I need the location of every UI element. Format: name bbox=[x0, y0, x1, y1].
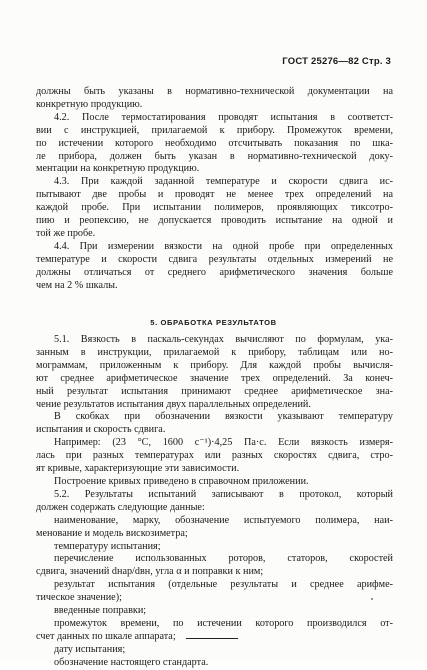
text-line: дату испытания; bbox=[54, 643, 126, 655]
text-line: В скобках при обозначении вязкости указывают температуру bbox=[54, 411, 393, 423]
text-line: 5.2. Результаты испытаний записывают в протокол, который bbox=[54, 488, 393, 500]
bottom-text-block bbox=[36, 334, 393, 670]
text-line: перечисление использованных роторов, статоров, скоростей bbox=[54, 553, 393, 565]
text-line: Например: (23 °С, 1600 с⁻¹)·4,25 Па·с. Если вязкость измеря- bbox=[54, 437, 393, 449]
paragraph bbox=[36, 553, 393, 579]
text-line: 4.2. После термостатирования проводят испытания в соответст- bbox=[54, 111, 393, 123]
page-header: ГОСТ 25276—82 Стр. 3 bbox=[282, 56, 391, 67]
paragraph bbox=[36, 605, 393, 618]
paragraph bbox=[36, 657, 393, 670]
text-line: занным в инструкции, прилагаемой к прибору, таблицам или но- bbox=[36, 346, 393, 358]
end-rule bbox=[186, 638, 238, 639]
text-line: пытывают две пробы и проводят не менее трех определений на bbox=[36, 189, 393, 201]
text-line: наименование, марку, обозначение испытуемого полимера, наи- bbox=[54, 514, 393, 526]
text-line: той же пробе. bbox=[36, 227, 96, 239]
text-line: ле прибора, должен быть указан в нормативно-технической доку- bbox=[36, 150, 393, 162]
text-line: чение результатов испытания двух параллельных определений. bbox=[36, 398, 311, 410]
text-line: 5.1. Вязкость в паскаль-секундах вычисляют по формулам, ука- bbox=[54, 334, 393, 345]
text-line: мограммам, приложенным к прибору. Для каждой пробы вычисля- bbox=[36, 359, 393, 371]
paragraph bbox=[36, 515, 393, 541]
text-line: должны отличаться от среднего арифметического значения больше bbox=[36, 266, 393, 278]
text-line: ят кривые, характеризующие эти зависимости. bbox=[36, 463, 240, 475]
text-line: результат испытания (отдельные результаты и среднее арифме- bbox=[54, 579, 393, 591]
text-line: менование и модель вискозиметра; bbox=[36, 527, 188, 539]
paragraph bbox=[36, 411, 393, 437]
text-line: введенные поправки; bbox=[54, 605, 147, 617]
text-line: конкретную продукцию. bbox=[36, 98, 143, 110]
text-line: ный результат испытания принимают среднее арифметическое зна- bbox=[36, 385, 393, 397]
text-line: вии с инструкцией, прилагаемой к прибору. Промежуток времени, bbox=[36, 124, 393, 136]
text-line: пию и реопексию, не допускается проводить испытание на одной и bbox=[36, 215, 393, 227]
paragraph bbox=[36, 476, 393, 489]
text-line: испытания и скорость сдвига. bbox=[36, 424, 166, 436]
paragraph bbox=[36, 241, 393, 293]
text-line: ментации на конкретную продукцию. bbox=[36, 163, 200, 175]
paragraph bbox=[36, 489, 393, 515]
paragraph bbox=[36, 541, 393, 554]
paragraph bbox=[36, 86, 393, 112]
text-line: 4.4. При измерении вязкости на одной пробе при определенных bbox=[54, 240, 393, 252]
text-line: ют среднее арифметическое значение трех определений. За конеч- bbox=[36, 372, 393, 384]
paragraph bbox=[36, 112, 393, 177]
top-text-block bbox=[36, 86, 393, 293]
paragraph bbox=[36, 437, 393, 476]
text-line: тическое значение); bbox=[36, 592, 122, 604]
text-line: счет данных по шкале аппарата; bbox=[36, 630, 176, 642]
text-line: по истечении которого необходимо отсчитывать показания по шка- bbox=[36, 137, 393, 149]
text-line: каждой пробе. При испытании полимеров, проявляющих тиксотро- bbox=[36, 202, 393, 214]
text-line: промежуток времени, по истечении которого производился от- bbox=[54, 617, 393, 629]
text-line: должны быть указаны в нормативно-технической документации на bbox=[36, 86, 393, 97]
text-line: сдвига, значений dнар/dвн, угла α и поправки к ним; bbox=[36, 566, 264, 578]
text-line: 4.3. При каждой заданной температуре и скорости сдвига ис- bbox=[54, 176, 393, 188]
text-line: Построение кривых приведено в справочном приложении. bbox=[54, 475, 309, 487]
scan-speck bbox=[371, 598, 373, 600]
paragraph bbox=[36, 579, 393, 605]
paragraph bbox=[36, 334, 393, 411]
text-line: чем на 2 % шкалы. bbox=[36, 279, 118, 291]
paragraph bbox=[36, 644, 393, 657]
paragraph bbox=[36, 176, 393, 241]
text-line: температуру испытания; bbox=[54, 540, 161, 552]
paragraph bbox=[36, 618, 393, 644]
text-line: обозначение настоящего стандарта. bbox=[54, 656, 209, 668]
section-title: 5. ОБРАБОТКА РЕЗУЛЬТАТОВ bbox=[150, 318, 277, 327]
text-line: должен содержать следующие данные: bbox=[36, 501, 205, 513]
text-line: лась при разных температурах или разных скоростях сдвига, стро- bbox=[36, 450, 393, 462]
text-line: температуре и скорости сдвига результаты отдельных измерений не bbox=[36, 253, 393, 265]
